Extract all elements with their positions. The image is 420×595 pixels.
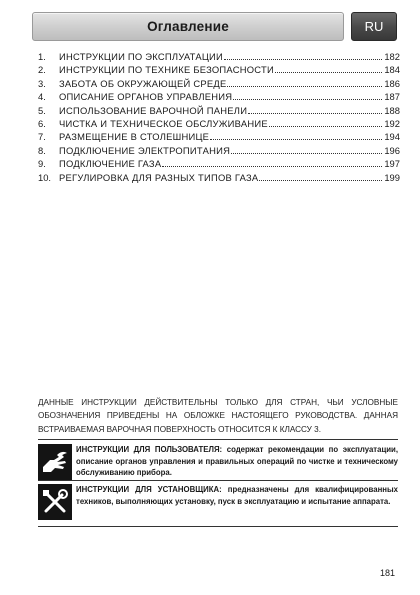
installer-instructions-note xyxy=(38,484,398,527)
validity-notice xyxy=(38,396,398,440)
tools-icon xyxy=(38,484,72,520)
toc-item-number: 7. xyxy=(38,131,46,143)
toc-item-title: РАЗМЕЩЕНИЕ В СТОЛЕШНИЦЕ xyxy=(59,131,210,143)
toc-item-number: 4. xyxy=(38,91,46,103)
toc-item[interactable] xyxy=(38,157,400,170)
toc-item[interactable] xyxy=(38,50,400,63)
toc-item-title: ИСПОЛЬЗОВАНИЕ ВАРОЧНОЙ ПАНЕЛИ xyxy=(59,104,248,116)
toc-item[interactable] xyxy=(38,171,400,184)
page-title: Оглавление xyxy=(147,19,229,34)
toc-item-title: ИНСТРУКЦИИ ПО ЭКСПЛУАТАЦИИ xyxy=(59,51,223,62)
toc-item-page: 194 xyxy=(384,131,400,143)
table-of-contents xyxy=(38,50,400,184)
toc-item-page: 184 xyxy=(384,64,400,76)
toc-item-title: ИНСТРУКЦИИ ПО ТЕХНИКЕ БЕЗОПАСНОСТИ xyxy=(59,64,274,76)
toc-leader-dots xyxy=(275,63,382,73)
toc-item-page: 182 xyxy=(384,51,400,62)
language-badge: RU xyxy=(351,12,397,41)
toc-item[interactable] xyxy=(38,130,400,143)
toc-leader-dots xyxy=(231,144,382,154)
toc-item[interactable] xyxy=(38,77,400,90)
toc-item-title: ЗАБОТА ОБ ОКРУЖАЮЩЕЙ СРЕДЕ xyxy=(59,77,227,89)
toc-item-number: 2. xyxy=(38,64,46,76)
header-bar xyxy=(32,12,344,41)
toc-item-number: 9. xyxy=(38,158,46,170)
validity-notice-text: ДАННЫЕ ИНСТРУКЦИИ ДЕЙСТВИТЕЛЬНЫ ТОЛЬКО ДЛЯ СТРАН, ЧЬИ УСЛОВНЫЕ ОБОЗНАЧЕНИЯ ПРИВЕДЕНЫ НА ОБЛОЖКЕ НАСТОЯЩЕГО РУКОВОДСТВА. ДАННАЯ ВСТРАИВАЕМАЯ ВАРОЧНАЯ ПОВЕРХНОСТЬ ОТНОСИТСЯ К КЛАССУ 3. xyxy=(38,398,398,434)
toc-item[interactable] xyxy=(38,117,400,130)
toc-item-page: 188 xyxy=(384,104,400,116)
toc-item-page: 187 xyxy=(384,91,400,103)
divider xyxy=(38,480,398,481)
toc-item[interactable] xyxy=(38,104,400,117)
toc-item-number: 10. xyxy=(38,171,52,183)
toc-item-title: РЕГУЛИРОВКА ДЛЯ РАЗНЫХ ТИПОВ ГАЗА xyxy=(59,171,259,183)
toc-item-page: 197 xyxy=(384,158,400,170)
page-number: 181 xyxy=(380,568,396,578)
toc-item-number: 1. xyxy=(38,51,46,62)
toc-leader-dots xyxy=(162,157,382,167)
toc-leader-dots xyxy=(224,50,382,60)
toc-leader-dots xyxy=(248,104,382,114)
toc-item[interactable] xyxy=(38,144,400,157)
toc-item[interactable] xyxy=(38,90,400,103)
toc-item[interactable] xyxy=(38,63,400,76)
toc-item-page: 196 xyxy=(384,144,400,156)
toc-leader-dots xyxy=(227,77,382,87)
toc-item-page: 199 xyxy=(384,171,400,183)
toc-item-page: 186 xyxy=(384,77,400,89)
toc-item-title: ПОДКЛЮЧЕНИЕ ЭЛЕКТРОПИТАНИЯ xyxy=(59,144,231,156)
toc-leader-dots xyxy=(269,117,382,127)
toc-item-number: 6. xyxy=(38,117,46,129)
toc-item-title: ОПИСАНИЕ ОРГАНОВ УПРАВЛЕНИЯ xyxy=(59,91,233,103)
toc-leader-dots xyxy=(233,90,382,100)
toc-item-title: ПОДКЛЮЧЕНИЕ ГАЗА xyxy=(59,158,162,170)
toc-item-number: 3. xyxy=(38,77,46,89)
toc-item-title: ЧИСТКА И ТЕХНИЧЕСКОЕ ОБСЛУЖИВАНИЕ xyxy=(59,117,268,129)
toc-item-page: 192 xyxy=(384,117,400,129)
toc-item-number: 5. xyxy=(38,104,46,116)
toc-leader-dots xyxy=(210,130,382,140)
user-hand-icon xyxy=(38,444,72,480)
toc-item-number: 8. xyxy=(38,144,46,156)
user-instructions-text: ИНСТРУКЦИИ ДЛЯ ПОЛЬЗОВАТЕЛЯ: содержат рекомендации по эксплуатации, описание органов управления и правильных операций по чистке и техническому обслуживанию прибора. xyxy=(76,445,398,478)
user-instructions-note xyxy=(38,444,398,480)
toc-leader-dots xyxy=(259,171,382,181)
installer-instructions-text: ИНСТРУКЦИИ ДЛЯ УСТАНОВЩИКА: предназначены для квалифицированных техников, выполняющих установку, пуск в эксплуатацию и испытание аппарата. xyxy=(76,485,398,506)
